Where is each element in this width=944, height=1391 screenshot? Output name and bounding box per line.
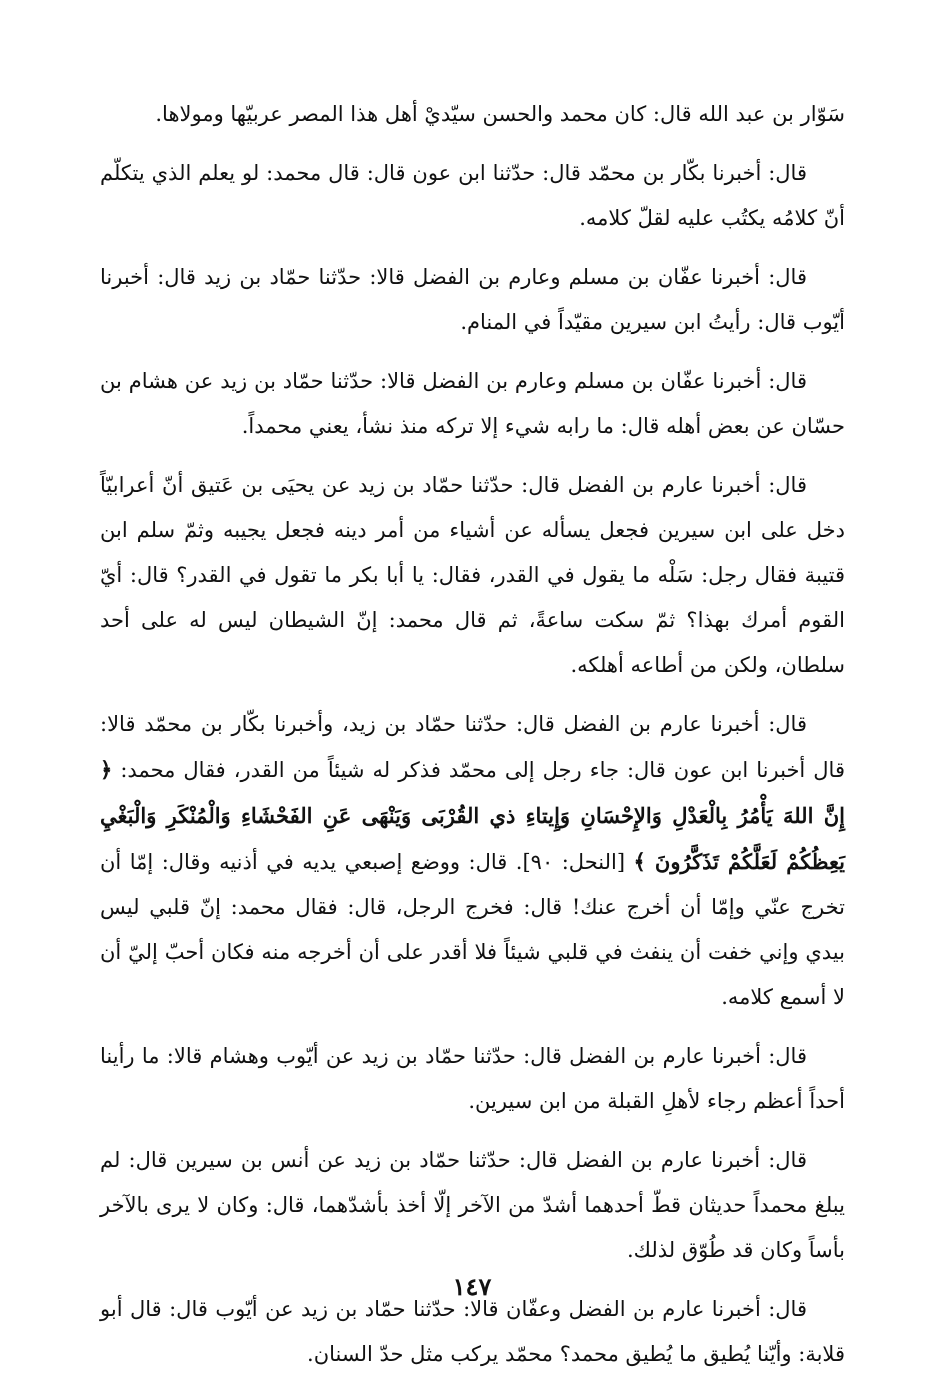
paragraph-4: قال: أخبرنا عفّان بن مسلم وعارم بن الفضل قالا: حدّثنا حمّاد بن زيد عن هشام بن حسّان عن بعض أهله قال: ما رابه شيء إلا تركه منذ نشأ، يعني محمداً. bbox=[100, 369, 845, 438]
page-number: ١٤٧ bbox=[452, 1272, 492, 1301]
paragraph-6-after: [النحل: ٩٠]. قال: ووضع إصبعي يديه في أذنيه وقال: إمّا أن تخرج عنّي وإمّا أن أخرج عنك! قال: فخرج الرجل، قال: فقال محمد: إنّ قلبي ليس بيدي وإني خفت أن ينفث في قلبي شيئاً فلا أقدر على أن أخرجه منه فكان أحبّ إليّ أن لا أسمع كلامه. bbox=[100, 850, 845, 1009]
paragraph-8: قال: أخبرنا عارم بن الفضل قال: حدّثنا حمّاد بن زيد عن أنس بن سيرين قال: لم يبلغ محمداً حديثان قطّ أحدهما أشدّ من الآخر إلّا أخذ بأشدّهما، قال: وكان لا يرى بالآخر بأساً وكان قد طُوّق لذلك. bbox=[100, 1148, 845, 1262]
paragraph-6 bbox=[100, 702, 845, 1020]
paragraph-2: قال: أخبرنا بكّار بن محمّد قال: حدّثنا ابن عون قال: قال محمد: لو يعلم الذي يتكلّم أنّ كلامُه يكتُب عليه لقلّ كلامه. bbox=[100, 161, 845, 230]
paragraph-7: قال: أخبرنا عارم بن الفضل قال: حدّثنا حمّاد بن زيد عن أيّوب وهشام قالا: ما رأينا أحداً أعظم رجاء لأهلِ القبلة من ابن سيرين. bbox=[100, 1044, 845, 1113]
paragraph-3: قال: أخبرنا عفّان بن مسلم وعارم بن الفضل قالا: حدّثنا حمّاد بن زيد قال: أخبرنا أيّوب قال: رأيتُ ابن سيرين مقيّداً في المنام. bbox=[100, 265, 845, 334]
quran-verse: ﴿ إِنَّ اللهَ يَأْمُرُ بِالْعَدْلِ وَالإِحْسَانِ وَإِيتاءِ ذي القُرْبَى وَيَنْهَى عَنِ الفَحْشَاءِ وَالْمُنْكَرِ وَالْبَغْيِ يَعِظُكُمْ لَعَلَّكُمْ تَذَكَّرُونَ ﴾ bbox=[100, 757, 845, 874]
paragraph-5: قال: أخبرنا عارم بن الفضل قال: حدّثنا حمّاد بن زيد عن يحيَى بن عَتيق أنّ أعرابيّاً دخل على ابن سيرين فجعل يسأله عن أشياء من أمر دينه فجعل يجيبه وثمّ سلم ابن قتيبة فقال رجل: سَلْه ما يقول في القدر، فقال: يا أبا بكر ما تقول في القدر؟ قال: أيّ القوم أمرك بهذا؟ ثمّ سكت ساعةً، ثم قال محمد: إنّ الشيطان ليس له على أحد سلطان، ولكن من أطاعه أهلكه. bbox=[100, 473, 845, 677]
page-body bbox=[100, 92, 845, 1391]
paragraph-9: قال: أخبرنا عارم بن الفضل وعفّان قالا: حدّثنا حمّاد بن زيد عن أيّوب قال: قال أبو قلابة: وأيّنا يُطيق ما يُطيق محمد؟ محمّد يركب مثل حدّ السنان. bbox=[100, 1297, 845, 1366]
paragraph-1: سَوّار بن عبد الله قال: كان محمد والحسن سيّديْ أهل هذا المصر عربيّها ومولاها. bbox=[155, 102, 845, 126]
paragraph-6-before: قال: أخبرنا عارم بن الفضل قال: حدّثنا حمّاد بن زيد، وأخبرنا بكّار بن محمّد قالا: قال أخبرنا ابن عون قال: جاء رجل إلى محمّد فذكر له شيئاً من القدر، فقال محمد: bbox=[100, 712, 845, 782]
